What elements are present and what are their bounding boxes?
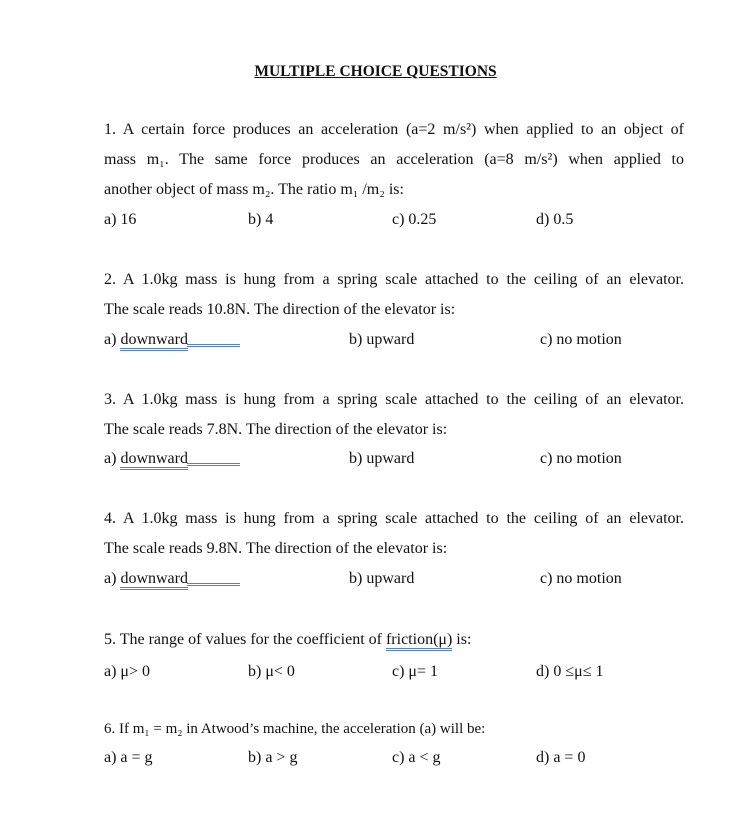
question-4-line-2: The scale reads 9.8N. The direction of the elevator is: (104, 540, 448, 557)
question-5-option-b: b) μ< 0 (248, 663, 295, 680)
underline-blank (187, 582, 240, 586)
question-2-option-b: b) upward (349, 331, 415, 348)
option-a-prefix: a) (104, 570, 121, 587)
question-3-option-c: c) no motion (540, 450, 622, 467)
question-6-line-1: 6. If m₁ = m₂ in Atwood’s machine, the acceleration (a) will be: (104, 721, 486, 737)
option-a-word: downward (120, 451, 188, 470)
question-5-option-d: d) 0 ≤μ≤ 1 (536, 663, 604, 680)
question-5-option-c: c) μ= 1 (392, 663, 439, 680)
underline-blank (187, 462, 240, 466)
question-6-option-b: b) a > g (248, 749, 298, 766)
question-2-option-c: c) no motion (540, 331, 622, 348)
question-1-line-2: mass m₁. The same force produces an acceleration (a=8 m/s²) when applied to (104, 151, 684, 168)
question-2-option-a (104, 331, 240, 351)
question-4-option-c: c) no motion (540, 570, 622, 587)
question-4-option-a (104, 570, 240, 590)
question-1-line-3: another object of mass m₂. The ratio m₁ /m₂ is: (104, 181, 404, 198)
question-6-option-c: c) a < g (392, 749, 441, 766)
question-1-option-d: d) 0.5 (536, 211, 574, 228)
page-title: MULTIPLE CHOICE QUESTIONS (254, 63, 497, 80)
question-4-line-1: 4. A 1.0kg mass is hung from a spring scale attached to the ceiling of an elevator. (104, 510, 684, 527)
question-3-line-2: The scale reads 7.8N. The direction of the elevator is: (104, 421, 448, 438)
question-3-option-a (104, 450, 240, 470)
option-a-prefix: a) (104, 331, 121, 348)
option-a-word: downward (120, 332, 188, 351)
question-6-option-d: d) a = 0 (536, 749, 586, 766)
question-5-suffix: is: (452, 631, 472, 648)
question-1-line-1: 1. A certain force produces an acceleration (a=2 m/s²) when applied to an object of (104, 121, 684, 138)
question-4-option-b: b) upward (349, 570, 415, 587)
question-1-option-b: b) 4 (248, 211, 274, 228)
option-a-word: downward (120, 571, 188, 590)
question-2-line-2: The scale reads 10.8N. The direction of the elevator is: (104, 301, 456, 318)
question-5-prefix: 5. The range of values for the coefficient of (104, 631, 386, 648)
question-6-option-a: a) a = g (104, 749, 153, 766)
friction-word: friction(μ) (386, 631, 452, 651)
question-1-option-c: c) 0.25 (392, 211, 437, 228)
underline-blank (187, 343, 240, 347)
question-5-option-a: a) μ> 0 (104, 663, 151, 680)
question-3-line-1: 3. A 1.0kg mass is hung from a spring scale attached to the ceiling of an elevator. (104, 391, 684, 408)
option-a-prefix: a) (104, 450, 121, 467)
question-5-line-1 (104, 631, 684, 649)
question-1-option-a: a) 16 (104, 211, 137, 228)
question-3-option-b: b) upward (349, 450, 415, 467)
question-2-line-1: 2. A 1.0kg mass is hung from a spring scale attached to the ceiling of an elevator. (104, 271, 684, 288)
